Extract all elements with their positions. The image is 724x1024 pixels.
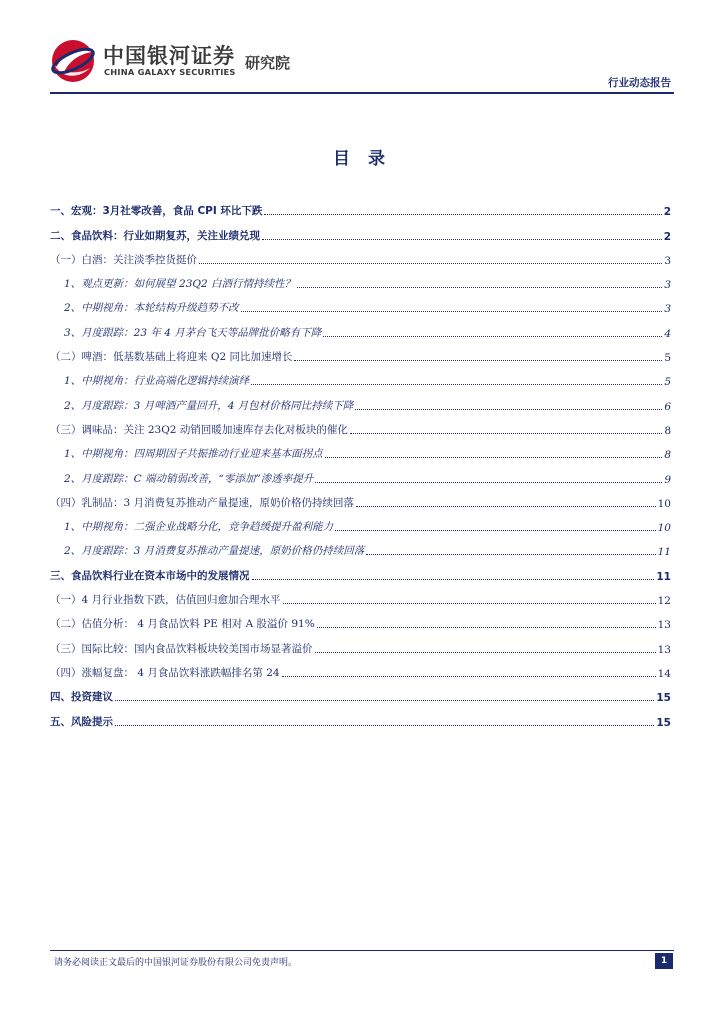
toc-entry[interactable] (50, 218, 671, 242)
toc-entry-title: 3、月度跟踪：23 年 4 月茅台飞天等品牌批价略有下降 (64, 326, 322, 339)
toc-entry-title: 2、中期视角：本轮结构升级趋势不改 (64, 302, 239, 315)
toc-entry-page: 5 (664, 376, 671, 389)
dot-leader (199, 263, 662, 264)
report-type: 行业动态报告 (608, 77, 671, 89)
toc-entry[interactable] (50, 607, 671, 631)
page-header (0, 0, 724, 100)
toc-entry[interactable] (50, 656, 671, 680)
toc-entry-title: 2、月度跟踪：3 月啤酒产量回升，4 月包材价格同比持续下降 (64, 399, 354, 412)
toc-entry[interactable] (50, 388, 671, 412)
toc-entry-page: 14 (657, 667, 671, 680)
dot-leader (335, 530, 655, 531)
footer-divider (50, 950, 674, 951)
toc-entry-title: （二）啤酒：低基数基础上将迎来 Q2 同比加速增长 (50, 351, 293, 364)
toc-entry-title: 2、月度跟踪：3 月消费复苏推动产量提速，原奶价格仍持续回落 (64, 545, 365, 558)
toc-entry[interactable] (50, 267, 671, 291)
toc-entry-page: 10 (657, 497, 671, 510)
dot-leader (315, 482, 662, 483)
dot-leader (252, 579, 655, 580)
dot-leader (350, 433, 662, 434)
toc-entry-title: 五、风险提示 (50, 715, 113, 728)
toc-entry-page: 2 (663, 206, 671, 219)
toc-entry[interactable] (50, 364, 671, 388)
toc-entry-title: 二、食品饮料：行业如期复苏，关注业绩兑现 (50, 229, 260, 242)
toc-entry-page: 3 (664, 303, 671, 316)
toc-entry-page: 12 (657, 595, 671, 608)
toc-entry[interactable] (50, 340, 671, 364)
toc-entry-title: （二）估值分析： 4 月食品饮料 PE 相对 A 股溢价 91% (50, 618, 315, 631)
toc-entry[interactable] (50, 315, 671, 339)
toc-entry[interactable] (50, 243, 671, 267)
dot-leader (315, 652, 656, 653)
dot-leader (283, 603, 656, 604)
toc-entry-title: （一）白酒：关注淡季控货挺价 (50, 253, 197, 266)
toc-entry-title: 1、中期视角：四周期因子共振推动行业迎来基本面拐点 (64, 448, 323, 461)
galaxy-logo-icon (50, 38, 96, 84)
toc-entry-page: 2 (663, 230, 671, 243)
dot-leader (355, 409, 662, 410)
logo-english-name: CHINA GALAXY SECURITIES (104, 67, 236, 77)
toc-entry[interactable] (50, 291, 671, 315)
toc-entry[interactable] (50, 558, 671, 582)
dot-leader (241, 311, 663, 312)
dot-leader (366, 554, 655, 555)
dot-leader (264, 214, 661, 215)
toc-entry-title: （三）国际比较：国内食品饮料板块较美国市场显著溢价 (50, 642, 313, 655)
table-of-contents (50, 194, 671, 729)
toc-entry-page: 3 (664, 254, 671, 267)
toc-entry-title: 一、宏观：3月社零改善，食品 CPI 环比下跌 (50, 205, 263, 218)
toc-entry[interactable] (50, 583, 671, 607)
toc-entry-page: 13 (657, 643, 671, 656)
toc-entry-title: 1、中期视角：行业高端化逻辑持续演绎 (64, 375, 250, 388)
dot-leader (323, 336, 662, 337)
toc-entry-title: 四、投资建议 (50, 691, 113, 704)
toc-entry-page: 11 (657, 546, 671, 559)
toc-entry[interactable] (50, 486, 671, 510)
toc-entry-page: 11 (656, 570, 671, 583)
toc-entry-page: 8 (664, 449, 671, 462)
toc-entry-page: 15 (656, 716, 671, 729)
toc-entry[interactable] (50, 413, 671, 437)
toc-entry-title: 2、月度跟踪：C 端动销弱改善，“零添加”渗透率提升 (64, 472, 314, 485)
toc-entry-page: 4 (664, 327, 671, 340)
toc-entry[interactable] (50, 510, 671, 534)
toc-title: 目 录 (333, 149, 391, 169)
toc-entry-title: （四）涨幅复盘： 4 月食品饮料涨跌幅排名第 24 (50, 666, 280, 679)
toc-entry-title: 三、食品饮料行业在资本市场中的发展情况 (50, 569, 250, 582)
header-divider (50, 92, 674, 94)
dot-leader (294, 360, 662, 361)
toc-entry-title: （四）乳制品：3 月消费复苏推动产量提速，原奶价格仍持续回落 (50, 496, 355, 509)
page-number: 1 (655, 953, 673, 969)
toc-entry[interactable] (50, 461, 671, 485)
toc-entry-page: 15 (656, 692, 671, 705)
dot-leader (251, 384, 662, 385)
toc-entry-page: 10 (657, 522, 671, 535)
toc-entry-page: 6 (664, 400, 671, 413)
toc-entry-page: 8 (664, 424, 671, 437)
toc-entry-title: （三）调味品：关注 23Q2 动销回暖加速库存去化对板块的催化 (50, 423, 348, 436)
toc-entry-page: 9 (664, 473, 671, 486)
toc-entry[interactable] (50, 631, 671, 655)
toc-entry[interactable] (50, 704, 671, 728)
disclaimer-text: 请务必阅读正文最后的中国银河证券股份有限公司免责声明。 (54, 958, 298, 968)
dot-leader (356, 506, 656, 507)
dot-leader (115, 700, 654, 701)
dot-leader (317, 627, 656, 628)
toc-entry[interactable] (50, 437, 671, 461)
toc-entry-page: 3 (664, 279, 671, 292)
logo-chinese-name: 中国银河证券 (103, 44, 235, 68)
dot-leader (115, 725, 654, 726)
dot-leader (297, 287, 662, 288)
toc-entry-page: 13 (657, 619, 671, 632)
dot-leader (282, 676, 656, 677)
toc-entry-title: 1、中期视角：二强企业战略分化，竞争趋缓提升盈利能力 (64, 521, 334, 534)
toc-entry[interactable] (50, 534, 671, 558)
dot-leader (262, 239, 662, 240)
toc-entry[interactable] (50, 680, 671, 704)
toc-entry-title: 1、观点更新：如何展望 23Q2 白酒行情持续性？ (64, 278, 296, 291)
institute-label: 研究院 (245, 54, 291, 72)
toc-entry[interactable] (50, 194, 671, 218)
toc-entry-page: 5 (664, 352, 671, 365)
toc-entry-title: （一）4 月行业指数下跌，估值回归愈加合理水平 (50, 594, 281, 607)
dot-leader (325, 457, 663, 458)
